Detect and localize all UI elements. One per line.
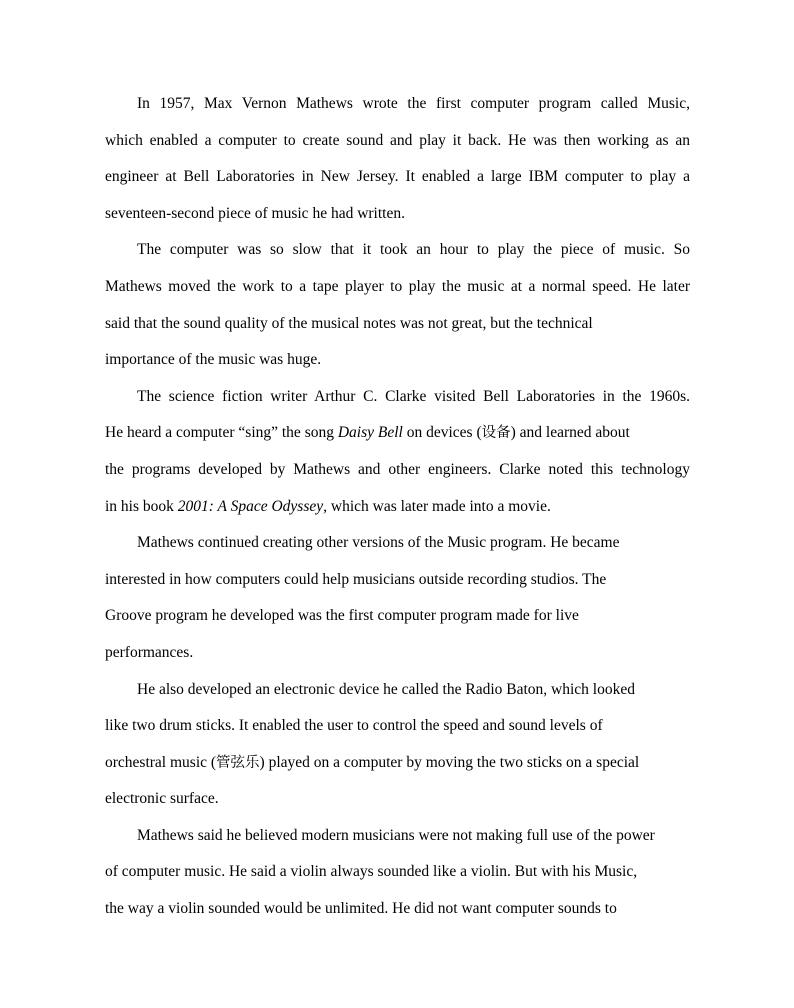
text-run: of computer music. He said a violin always sounded like a violin. But with his Music,	[105, 863, 638, 881]
text-line	[105, 452, 690, 489]
text-line	[105, 708, 690, 745]
text-run: importance of the music was huge.	[105, 351, 322, 369]
text-run: , which was later made into a movie.	[323, 497, 551, 515]
text-line	[105, 854, 690, 891]
text-run: performances.	[105, 643, 194, 661]
text-line	[105, 379, 690, 416]
text-line	[105, 562, 690, 599]
text-line	[105, 415, 690, 452]
text-line	[105, 489, 690, 526]
text-run: Mathews moved the work to a tape player to play the music at a normal speed. He later	[105, 277, 690, 295]
text-run: In 1957, Max Vernon Mathews wrote the first computer program called Music,	[137, 95, 690, 112]
text-run: the way a violin sounded would be unlimited. He did not want computer sounds to	[105, 900, 617, 918]
text-line	[105, 818, 690, 855]
text-run: like two drum sticks. It enabled the user to control the speed and sound levels of	[105, 717, 603, 735]
text-line	[105, 672, 690, 709]
body-text	[105, 86, 690, 928]
chinese-gloss-text: 设备	[481, 425, 511, 442]
text-run: the programs developed by Mathews and other engineers. Clarke noted this technology	[105, 460, 690, 478]
text-run: electronic surface.	[105, 790, 219, 808]
text-line	[105, 745, 690, 782]
text-line	[105, 123, 690, 160]
text-line	[105, 86, 690, 123]
text-run: seventeen-second piece of music he had written.	[105, 204, 405, 222]
text-line	[105, 306, 690, 343]
text-line	[105, 781, 690, 818]
text-run: ) played on a computer by moving the two sticks on a special	[259, 753, 640, 771]
text-line	[105, 159, 690, 196]
text-run: in his book	[105, 497, 178, 515]
text-run: said that the sound quality of the musical notes was not great, but the technical	[105, 314, 593, 332]
text-run: Mathews continued creating other versions of the Music program. He became	[137, 534, 620, 552]
chinese-gloss-text: 管弦乐	[216, 754, 260, 771]
text-line	[105, 232, 690, 269]
text-run: ) and learned about	[510, 424, 630, 442]
text-run: engineer at Bell Laboratories in New Jersey. It enabled a large IBM computer to play a	[105, 168, 690, 186]
text-run: Groove program he developed was the first computer program made for live	[105, 607, 579, 625]
text-line	[105, 598, 690, 635]
text-run: The computer was so slow that it took an hour to play the piece of music. So	[137, 241, 690, 259]
text-line	[105, 525, 690, 562]
text-run: interested in how computers could help musicians outside recording studios. The	[105, 570, 607, 588]
book-title-text: Daisy Bell	[337, 424, 403, 442]
text-line	[105, 342, 690, 379]
text-run: on devices (	[402, 424, 482, 442]
book-title-text: 2001: A Space Odyssey	[177, 497, 324, 515]
text-run: The science fiction writer Arthur C. Clarke visited Bell Laboratories in the 1960s.	[137, 387, 690, 405]
text-line	[105, 891, 690, 928]
text-line	[105, 269, 690, 306]
text-line	[105, 635, 690, 672]
text-run: which enabled a computer to create sound and play it back. He was then working as an	[105, 131, 690, 149]
text-run: He heard a computer “sing” the song	[105, 424, 338, 442]
text-run: orchestral music (	[105, 753, 217, 771]
text-line	[105, 196, 690, 233]
text-run: Mathews said he believed modern musicians were not making full use of the power	[137, 826, 655, 844]
text-run: He also developed an electronic device he called the Radio Baton, which looked	[137, 680, 635, 698]
